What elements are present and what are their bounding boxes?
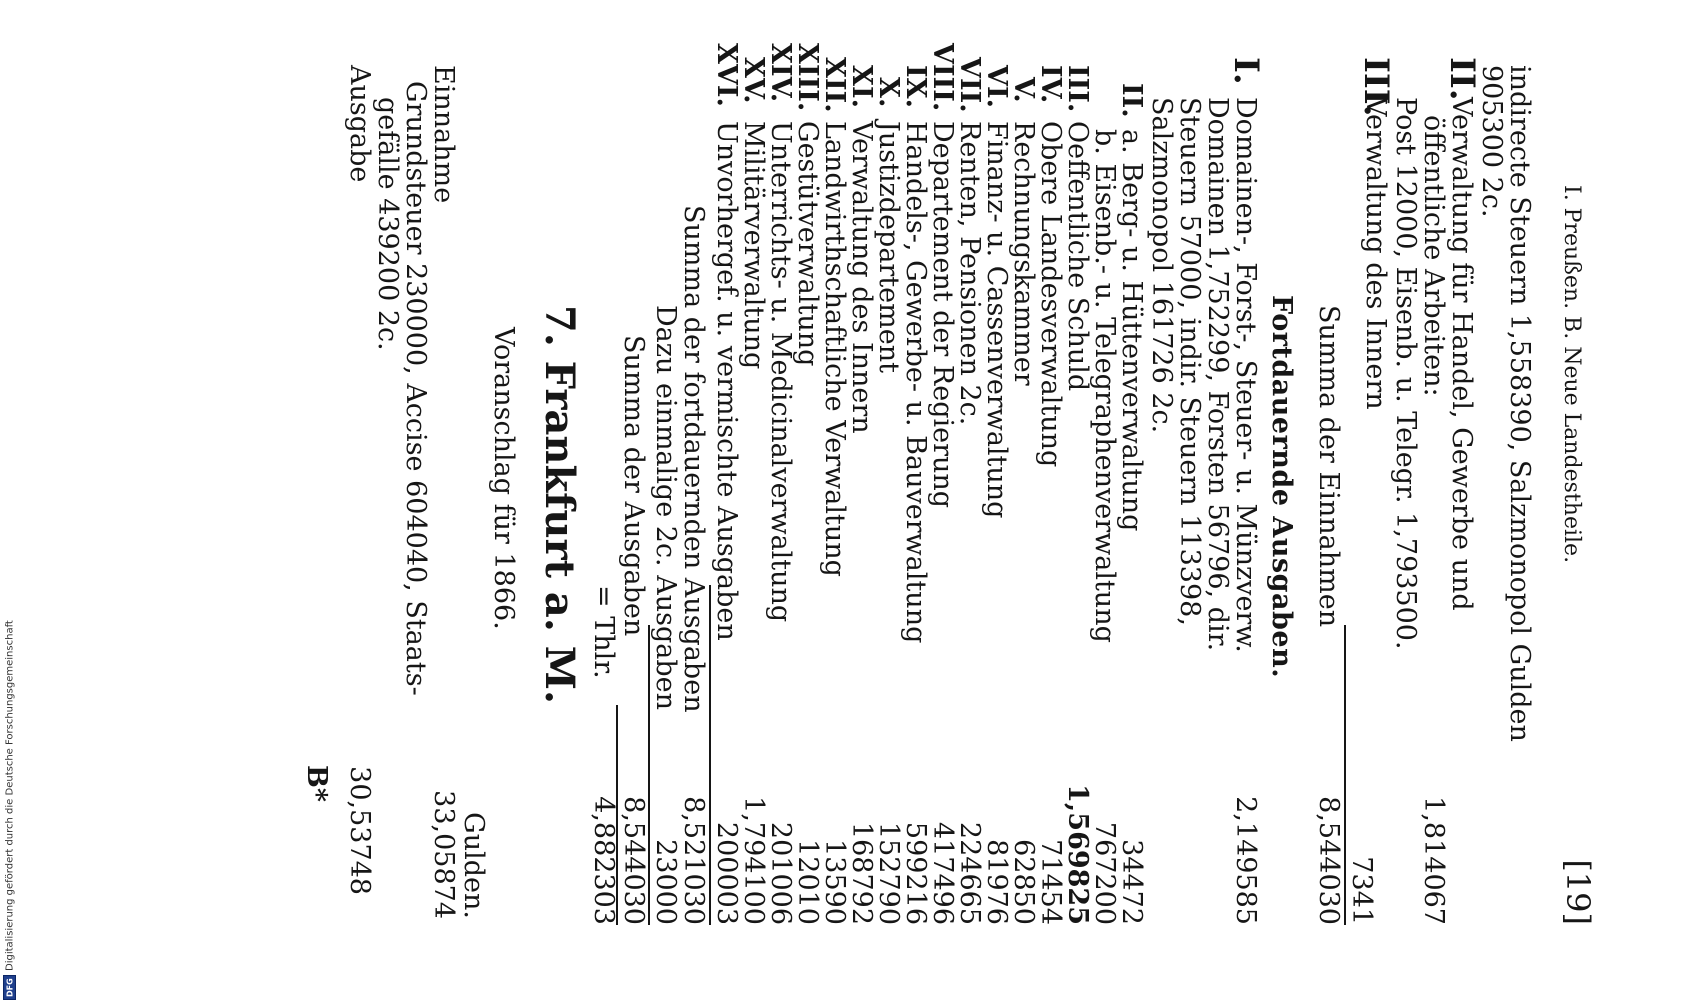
expense-item-amount: 201006 [765, 821, 796, 925]
expense-item-amount: 599216 [900, 821, 931, 925]
expense-item-amount: 13590 [819, 839, 850, 925]
expense-i-line-4: Salzmonopol 161726 2c. [1146, 97, 1177, 434]
expense-i-line-2: Domainen 1,752299, Forsten 56796, dir. [1202, 97, 1233, 652]
expense-item-text: Justizdepartement [873, 121, 904, 373]
income-iii-amount: 7341 [1346, 856, 1377, 925]
expense-item-amount: 1,569825 [1062, 784, 1093, 925]
once-expenses-amount: 23000 [650, 839, 681, 925]
expense-item-text: Obere Landesverwaltung [1035, 121, 1066, 468]
expense-item-numeral: VI. [981, 65, 1012, 108]
expense-item-numeral: IV. [1035, 65, 1066, 104]
rotated-page [175, 43, 1597, 925]
expense-item-amount: 224665 [954, 821, 985, 925]
expense-item-amount: 417496 [927, 821, 958, 925]
income-sum-amount: 8,544030 [1313, 796, 1344, 925]
income-sum-label: Summa der Einnahmen [1313, 305, 1344, 628]
frankfurt-income-label: Einnahme [428, 65, 459, 204]
expense-item-text: a. Berg- u. Hüttenverwaltung [1116, 129, 1147, 532]
expense-item-amount: 152790 [873, 821, 904, 925]
sum-continuing-label: Summa der fortdauernden Ausgaben [678, 205, 709, 713]
expense-item-numeral: XV. [738, 57, 769, 104]
expense-item-amount: 34472 [1116, 839, 1147, 925]
frankfurt-income-detail-1: Grundsteuer 230000, Accise 604040, Staats- [400, 81, 431, 696]
expense-item-numeral: XIII. [792, 43, 823, 112]
income-ii-amount: 1,814067 [1418, 796, 1449, 925]
sum-total-label: Summa der Ausgaben [618, 335, 649, 637]
frankfurt-income-amount: 33,05874 [428, 790, 459, 919]
expense-item-text: Oeffentliche Schuld [1062, 121, 1093, 392]
expense-i-line-1: Domainen-, Forst-, Steuer- u. Münzverw. [1230, 97, 1261, 653]
income-line-1: indirecte Steuern 1,558390, Salzmonopol Gulden [1504, 65, 1535, 742]
expense-item-numeral: IX. [900, 65, 931, 108]
page-number: [19] [1559, 859, 1597, 925]
expense-item-text: Gestütverwaltung [792, 121, 823, 367]
expense-i-amount: 2,149585 [1230, 796, 1261, 925]
expense-i-numeral: I. [1226, 57, 1266, 85]
expense-item-amount: 62850 [1008, 839, 1039, 925]
frankfurt-income-detail-2: gefälle 439200 2c. [372, 97, 403, 351]
income-line-2: 905300 2c. [1476, 65, 1507, 218]
expense-item-text: Handels-, Gewerbe- u. Bauverwaltung [900, 121, 931, 644]
equals-amount: 4,882303 [588, 796, 619, 925]
expense-item-text: Landwirthschaftliche Verwaltung [819, 121, 850, 577]
expense-item-text: Verwaltung des Innern [846, 121, 877, 434]
expense-item-text: b. Eisenb.- u. Telegraphenverwaltung [1089, 129, 1120, 643]
sum-total-amount: 8,544030 [618, 796, 649, 925]
frankfurt-expense-label: Ausgabe [344, 65, 375, 183]
digitization-credit-text: Digitalisierung gefördert durch die Deutsche Forschungsgemeinschaft [4, 620, 16, 972]
expense-item-text: Unterrichts- u. Medicinalverwaltung [765, 121, 796, 623]
expense-item-text: Militärverwaltung [738, 121, 769, 370]
signature-mark: B* [301, 765, 332, 802]
income-ii-line-1: Verwaltung für Handel, Gewerbe und [1446, 97, 1477, 611]
expense-item-numeral: VII. [954, 57, 985, 113]
expense-item-amount: 168792 [846, 821, 877, 925]
continuing-sum-rule [709, 585, 711, 925]
expense-item-amount: 81976 [981, 839, 1012, 925]
expense-item-text: Departement der Regierung [927, 121, 958, 509]
frankfurt-subtitle: Voranschlag für 1866. [488, 327, 519, 630]
running-head: I. Preußen. B. Neue Landestheile. [1559, 185, 1584, 564]
expense-item-amount: 71454 [1035, 839, 1066, 925]
equals-label: = Thlr. [588, 585, 619, 679]
income-sum-rule [1344, 625, 1346, 925]
sum-continuing-amount: 8,521030 [678, 796, 709, 925]
expense-item-numeral: III. [1062, 65, 1093, 113]
dfg-logo: DFG [4, 975, 17, 1000]
expense-i-line-3: Steuern 57000, indir. Steuern 113398, [1174, 97, 1205, 626]
expense-item-numeral: X. [873, 77, 904, 108]
expense-item-text: Renten, Pensionen 2c. [954, 121, 985, 426]
expense-item-text: Rechnungskammer [1008, 121, 1039, 386]
income-iii-numeral: III. [1356, 57, 1396, 117]
frankfurt-expense-amount: 30,53748 [344, 766, 375, 895]
expense-item-text: Unvorhergef. u. vermischte Ausgaben [711, 121, 742, 641]
income-ii-numeral: II. [1442, 57, 1482, 101]
income-ii-line-2: öffentliche Arbeiten: [1418, 115, 1449, 397]
frankfurt-title: 7. Frankfurt a. M. [536, 305, 583, 704]
expense-item-numeral: XIV. [765, 43, 796, 103]
expenses-heading: Fortdauernde Ausgaben. [1266, 295, 1297, 679]
expense-item-numeral: XI. [846, 65, 877, 108]
expense-item-numeral: XVI. [711, 43, 742, 107]
expense-item-numeral: II. [1116, 83, 1147, 118]
expense-item-amount: 767200 [1089, 821, 1120, 925]
expense-item-numeral: VIII. [927, 43, 958, 112]
expense-item-text: Finanz- u. Cassenverwaltung [981, 121, 1012, 519]
once-expenses-label: Dazu einmalige 2c. Ausgaben [650, 305, 681, 710]
expense-item-amount: 12010 [792, 839, 823, 925]
expense-item-amount: 200003 [711, 821, 742, 925]
expense-item-numeral: V. [1008, 77, 1039, 103]
income-ii-line-3: Post 12000, Eisenb. u. Telegr. 1,793500. [1390, 97, 1421, 650]
digitization-credit [2, 608, 18, 1000]
income-iii-text: Verwaltung des Innern [1360, 97, 1391, 410]
expense-item-amount: 1,794100 [738, 796, 769, 925]
frankfurt-currency: Gulden. [458, 812, 489, 919]
expense-item-numeral: XII. [819, 57, 850, 113]
